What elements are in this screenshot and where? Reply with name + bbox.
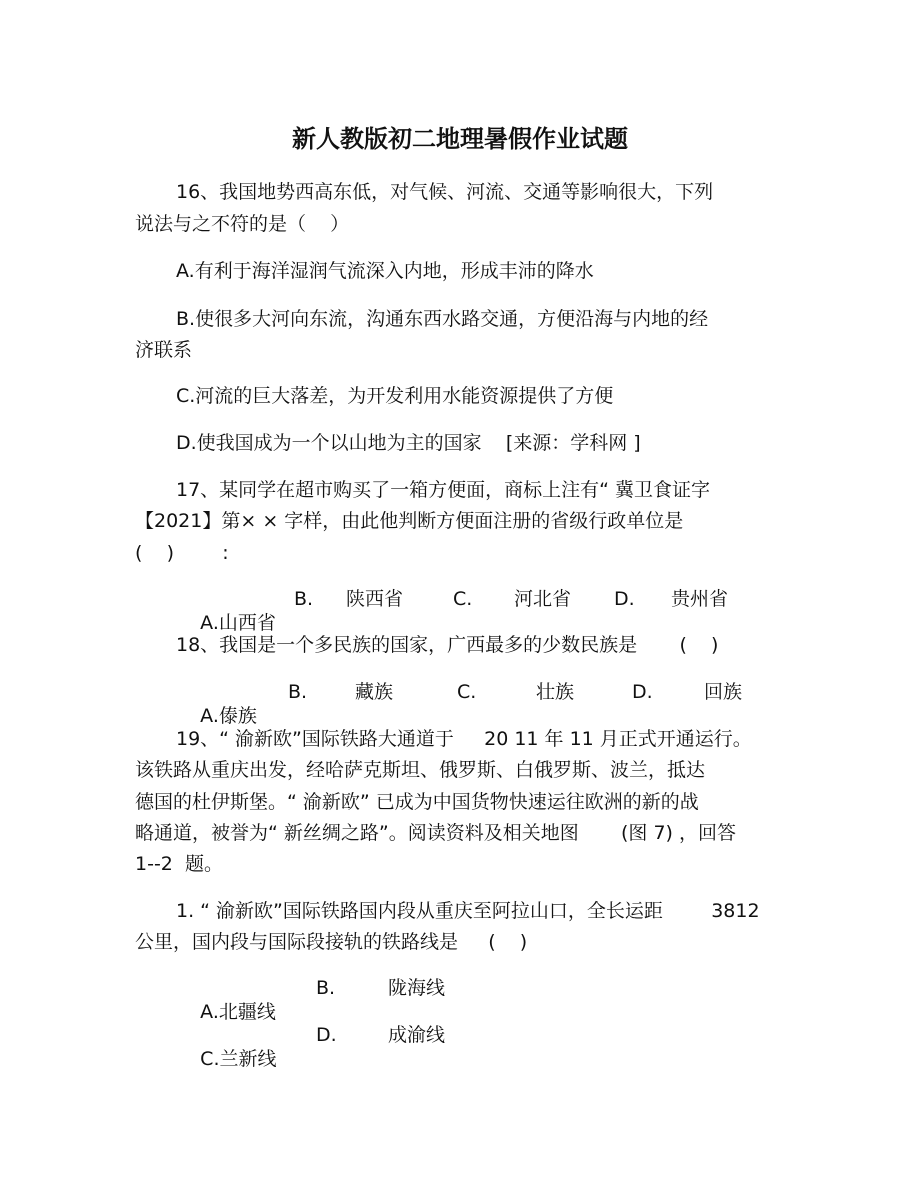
sub1-option-a-label: A. [200, 1001, 219, 1023]
q17-option-b-label: B. [294, 588, 314, 610]
q17-option-c-text: 河北省 [514, 588, 572, 610]
q17-option-d-label: D. [614, 588, 635, 610]
q17-option-a-label: A. [200, 612, 219, 634]
q18-option-a-label: A. [200, 705, 219, 727]
q18-option-c-label: C. [457, 681, 477, 703]
q18-option-b-text: 藏族 [355, 681, 394, 703]
sub1-stem-line-1: 1. “ 渝新欧”国际铁路国内段从重庆至阿拉山口，全长运距 3812 [176, 900, 760, 922]
q17-option-c-label: C. [453, 588, 473, 610]
q17-stem-line-3: ( ) : [135, 542, 229, 564]
q19-stem-line-4: 略通道，被誉为“ 新丝绸之路”。阅读资料及相关地图 (图 7) ，回答 [135, 822, 736, 844]
q16-option-a: A.有利于海洋湿润气流深入内地，形成丰沛的降水 [176, 260, 594, 282]
sub1-option-d-text: 成渝线 [388, 1024, 446, 1046]
q17-option-b-text: 陕西省 [346, 588, 404, 610]
q18-option-c-text: 壮族 [536, 681, 575, 703]
q16-option-d: D.使我国成为一个以山地为主的国家 [来源：学科网 ] [176, 432, 641, 454]
q17-option-d-text: 贵州省 [671, 588, 729, 610]
sub1-option-b-text: 陇海线 [388, 977, 446, 999]
q18-stem: 18、我国是一个多民族的国家，广西最多的少数民族是 ( ) [176, 634, 719, 656]
q17-option-a-text: 山西省 [218, 612, 276, 634]
sub1-option-c [176, 1023, 277, 1095]
sub1-option-c-label: C. [200, 1048, 220, 1070]
q18-option-a-text: 傣族 [218, 705, 257, 727]
q16-stem-line-2: 说法与之不符的是（ ） [135, 213, 350, 235]
q18-option-b-label: B. [288, 681, 308, 703]
q16-option-c: C.河流的巨大落差，为开发利用水能资源提供了方便 [176, 385, 614, 407]
q18-option-d-text: 回族 [704, 681, 743, 703]
q18-option-d-label: D. [632, 681, 653, 703]
sub1-option-d-label: D. [316, 1024, 337, 1046]
sub1-option-c-text: 兰新线 [219, 1048, 277, 1070]
q19-stem-line-2: 该铁路从重庆出发，经哈萨克斯坦、俄罗斯、白俄罗斯、波兰，抵达 [135, 759, 706, 781]
sub1-option-b-label: B. [316, 977, 336, 999]
q19-stem-line-1: 19、“ 渝新欧”国际铁路大通道于 20 11 年 11 月正式开通运行。 [176, 728, 752, 750]
sub1-stem-line-2: 公里，国内段与国际段接轨的铁路线是 ( ) [135, 931, 528, 953]
q19-stem-line-5: 1--2 题。 [135, 853, 223, 875]
page-title: 新人教版初二地理暑假作业试题 [292, 125, 628, 153]
q16-option-b-line-2: 济联系 [135, 339, 193, 361]
q16-stem-line-1: 16、我国地势西高东低，对气候、河流、交通等影响很大，下列 [176, 181, 714, 203]
q17-stem-line-1: 17、某同学在超市购买了一箱方便面，商标上注有“ 冀卫食证字 [176, 479, 711, 501]
sub1-option-a-text: 北疆线 [218, 1001, 276, 1023]
q19-stem-line-3: 德国的杜伊斯堡。“ 渝新欧” 已成为中国货物快速运往欧洲的新的战 [135, 791, 699, 813]
q16-option-b-line-1: B.使很多大河向东流，沟通东西水路交通，方便沿海与内地的经 [176, 308, 709, 330]
q17-stem-line-2: 【2021】第× × 字样，由此他判断方便面注册的省级行政单位是 [135, 510, 684, 532]
